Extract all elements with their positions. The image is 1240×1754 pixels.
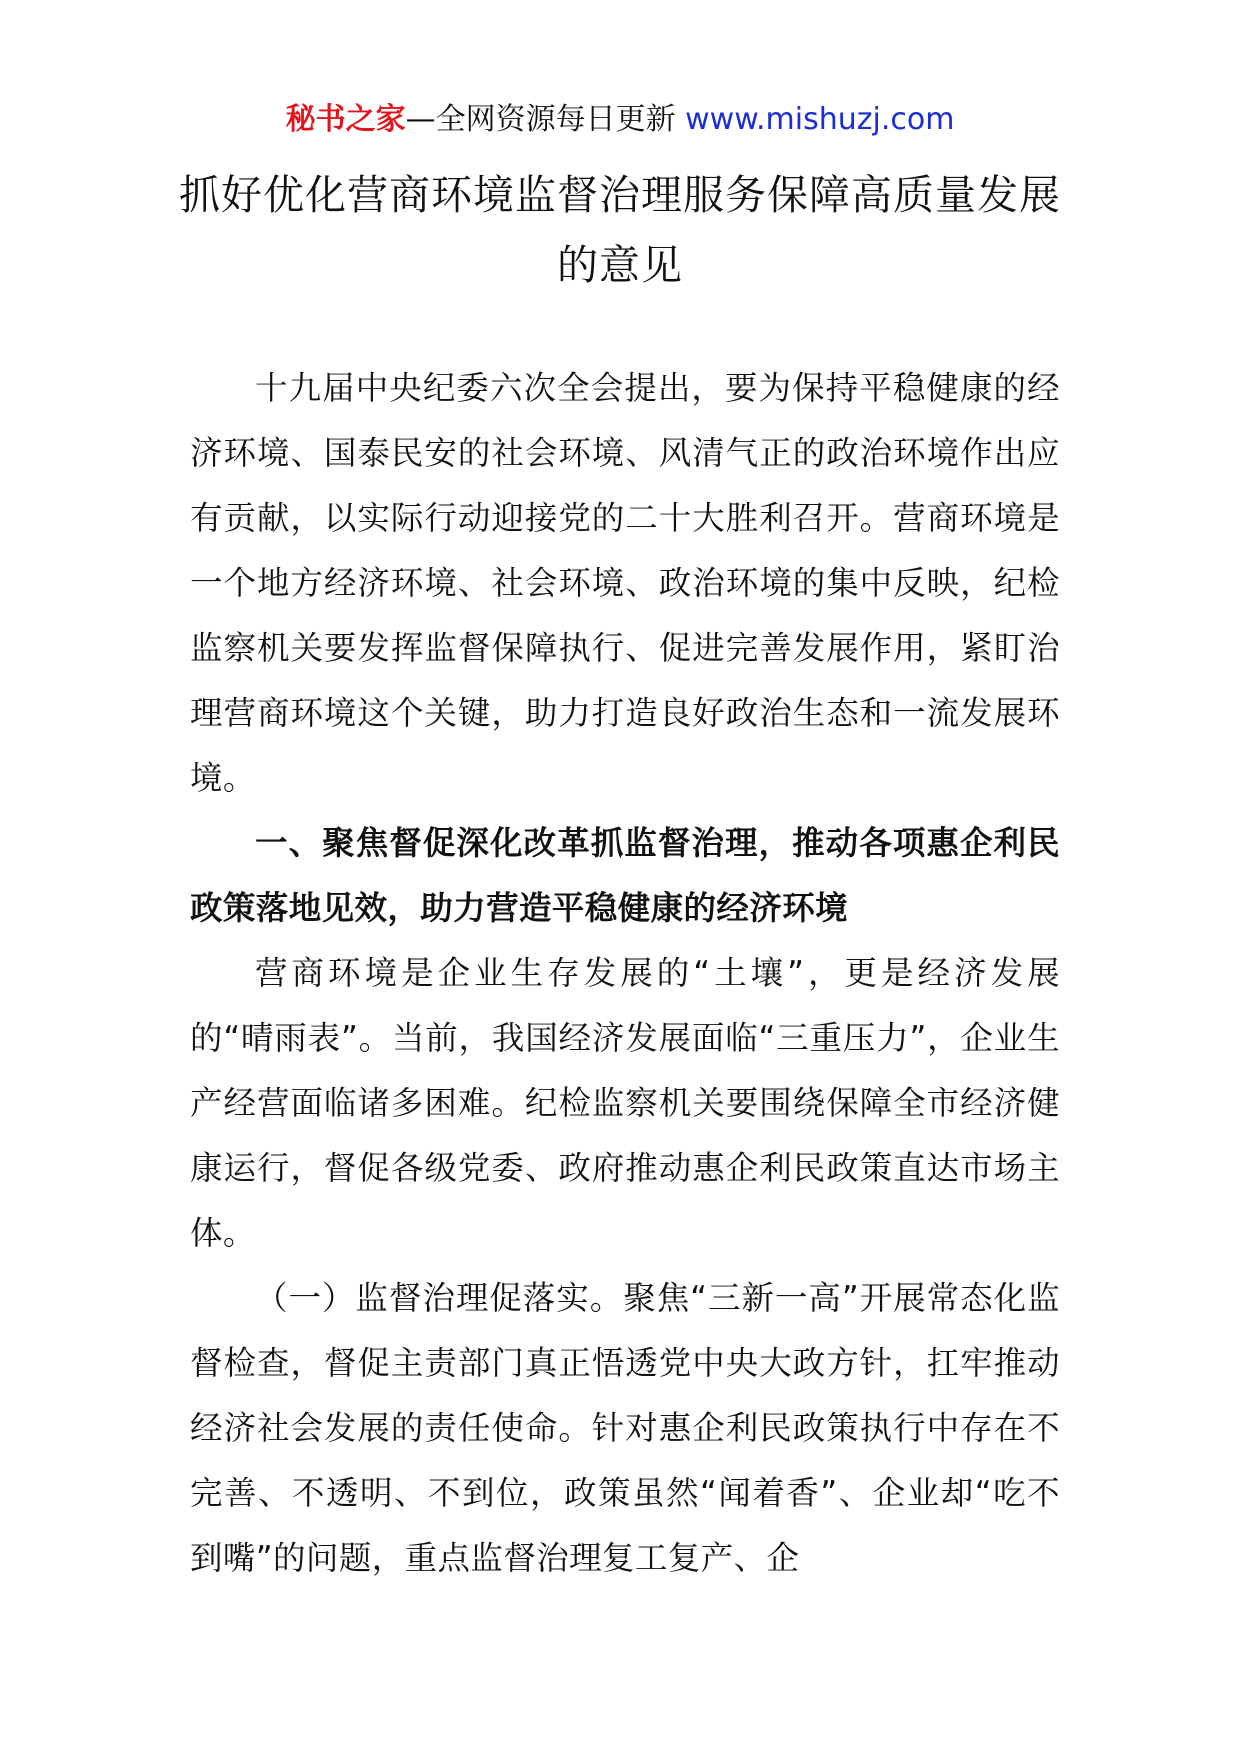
section-heading-1: 一、聚焦督促深化改革抓监督治理，推动各项惠企利民政策落地见效，助力营造平稳健康的经济环境 — [190, 824, 1060, 927]
paragraph-section-1: 营商环境是企业生存发展的“土壤”，更是经济发展的“晴雨表”。当前，我国经济发展面临“三重压力”，企业生产经营面临诸多困难。纪检监察机关要围绕保障全市经济健康运行，督促各级党委、政府推动惠企利民政策直达市场主体。 — [190, 954, 1060, 1252]
brand-name: 秘书之家 — [285, 102, 406, 137]
paragraph-intro: 十九届中央纪委六次全会提出，要为保持平稳健康的经济环境、国泰民安的社会环境、风清气正的政治环境作出应有贡献，以实际行动迎接党的二十大胜利召开。营商环境是一个地方经济环境、社会环境、政治环境的集中反映，纪检监察机关要发挥监督保障执行、促进完善发展作用，紧盯治理营商环境这个关键，助力打造良好政治生态和一流发展环境。 — [190, 369, 1060, 797]
document-body — [190, 356, 1060, 1591]
paragraph-subsection-1: （一）监督治理促落实。聚焦“三新一高”开展常态化监督检查，督促主责部门真正悟透党中央大政方针，扛牢推动经济社会发展的责任使命。针对惠企利民政策执行中存在不完善、不透明、不到位，政策虽然“闻着香”、企业却“吃不到嘴”的问题，重点监督治理复工复产、企 — [190, 1279, 1060, 1577]
document-title: 抓好优化营商环境监督治理服务保障高质量发展的意见 — [179, 171, 1061, 289]
site-url-link[interactable]: www.mishuzj.com — [685, 102, 955, 137]
site-header — [0, 98, 1240, 142]
header-tagline: —全网资源每日更新 — [405, 102, 686, 137]
